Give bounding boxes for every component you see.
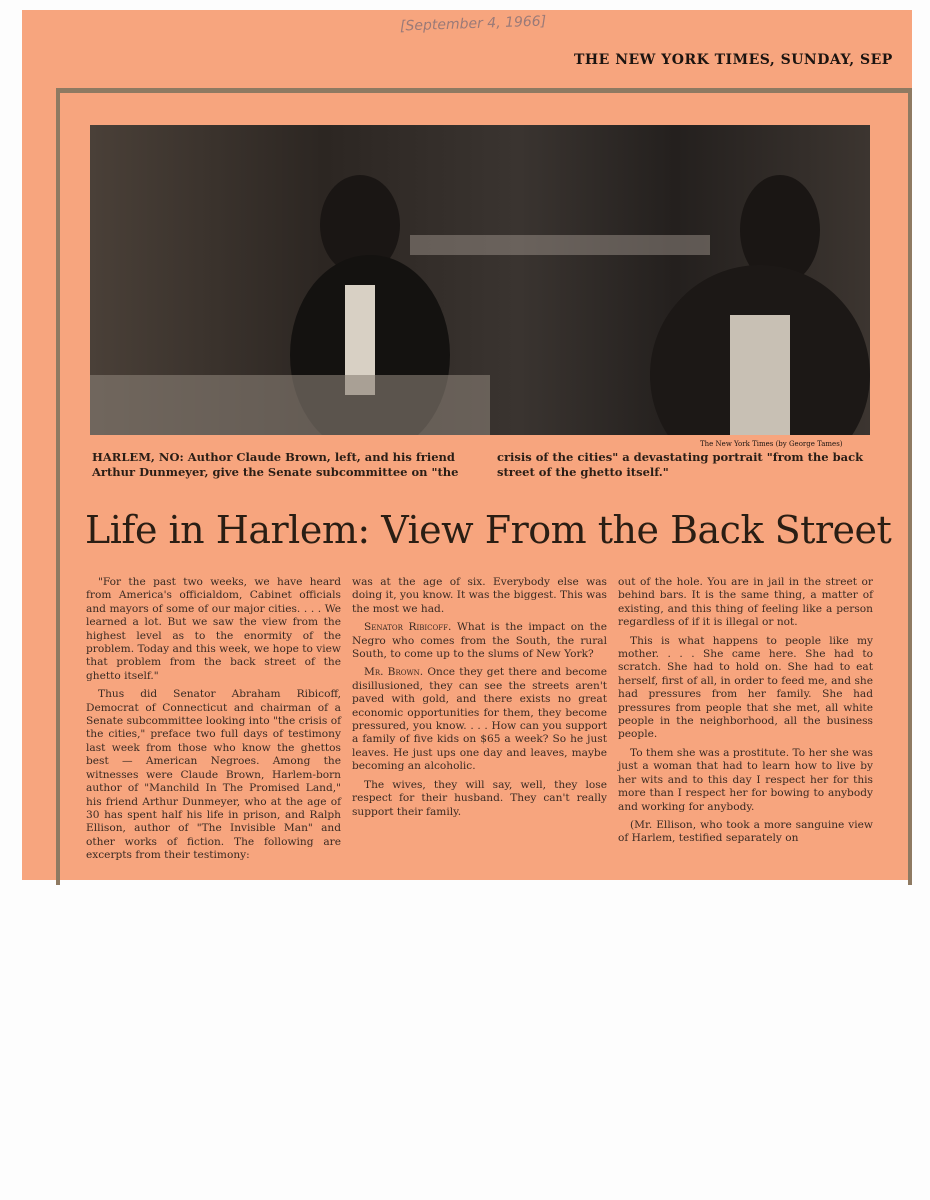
news-photo [90, 125, 870, 435]
column-2 [352, 576, 607, 824]
paragraph: Thus did Senator Abraham Ribicoff, Democrat of Connecticut and chairman of a Senate subcommittee looking into "the crisis of the cities," preface two full days of testimony last week from those who know the ghettos best — American Negroes. Among the witnesses were Claude Brown, Harlem-born author of "Manchild In The Promised Land," his friend Arthur Dunmeyer, who at the age of 30 has spent half his life in prison, and Ralph Ellison, author of "The Invisible Man" and other works of fiction. The following are excerpts from their testimony: [86, 688, 341, 862]
photo-caption-right: crisis of the cities" a devastating portrait "from the back street of the ghetto itself." [497, 450, 864, 479]
headline: Life in Harlem: View From the Back Street [85, 508, 892, 552]
column-3 [618, 576, 873, 851]
paragraph: (Mr. Ellison, who took a more sanguine view of Harlem, testified separately on [618, 818, 873, 845]
speaker-label: Mr. Brown. [364, 666, 424, 679]
paragraph [352, 666, 607, 773]
speech: Once they get there and become disillusioned, they can see the streets aren't paved with gold, and there exists no great economic opportunities for them, they become pressured, you know. . . . How can you support a family of five kids on $65 a week? So he just leaves. He just ups one day and leaves, maybe becoming an alcoholic. [352, 666, 607, 773]
paragraph: "For the past two weeks, we have heard from America's officialdom, Cabinet officials and mayors of some of our major cities. . . . We learned a lot. But we saw the view from the highest level as to the enormity of the problem. Today and this week, we hope to view that problem from the back street of the ghetto itself." [86, 576, 341, 682]
paragraph [352, 621, 607, 661]
paragraph: This is what happens to people like my mother. . . . She came here. She had to scratch. She had to hold on. She had to eat herself, first of all, in order to feed me, and she had pressures from her family. She had pressures from people that she met, all white people in the neighborhood, all the business people. [618, 634, 873, 741]
photo-caption-left: HARLEM, NO: Author Claude Brown, left, and his friend Arthur Dunmeyer, give the Senate subcommittee on "the [92, 450, 459, 479]
paragraph: was at the age of six. Everybody else was doing it, you know. It was the biggest. This was the most we had. [352, 576, 607, 615]
handwritten-date-note: [September 4, 1966] [399, 13, 547, 35]
paragraph: The wives, they will say, well, they lose respect for their husband. They can't really support their family. [352, 778, 607, 818]
paragraph: out of the hole. You are in jail in the street or behind bars. It is the same thing, a matter of existing, and this thing of feeling like a person regardless of if it is illegal or not. [618, 576, 873, 629]
speech: What is the impact on the Negro who comes from the South, the rural South, to come up to the slums of New York? [352, 621, 607, 661]
masthead: THE NEW YORK TIMES, SUNDAY, SEP [574, 52, 893, 68]
speaker-label: Senator Ribicoff. [364, 621, 452, 634]
photo-credit: The New York Times (by George Tames) [700, 440, 843, 448]
column-1 [86, 576, 341, 868]
paragraph: To them she was a prostitute. To her she was just a woman that had to learn how to live by her wits and to this day I respect her for this more than I respect her for bowing to anybody and working for anybody. [618, 746, 873, 813]
